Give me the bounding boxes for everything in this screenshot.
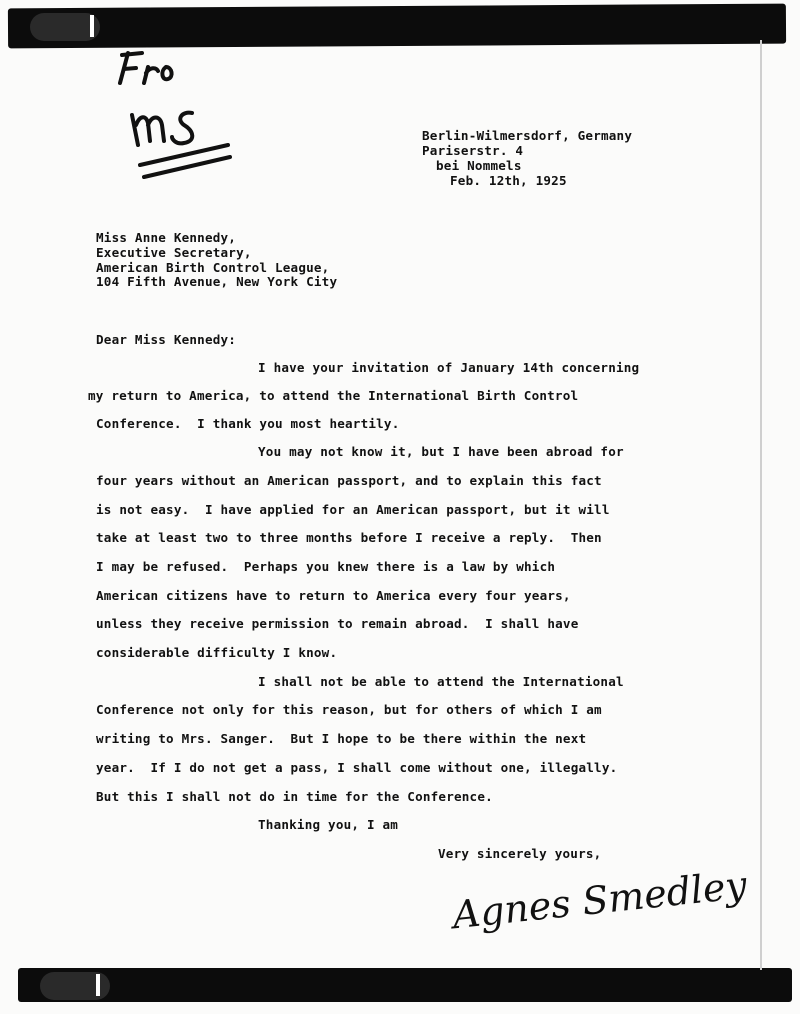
letter-date: Feb. 12th, 1925 (450, 173, 567, 188)
scan-border-top (8, 4, 786, 49)
handwritten-annotation (110, 45, 250, 195)
sender-address-line: Pariserstr. 4 (422, 143, 524, 158)
body-line: year. If I do not get a pass, I shall come without one, illegally. (96, 760, 618, 775)
scan-border-bottom (18, 968, 792, 1002)
body-line: I have your invitation of January 14th concerning (258, 360, 640, 375)
recipient-line: American Birth Control League, (96, 260, 330, 275)
recipient-line: Miss Anne Kennedy, (96, 230, 237, 245)
body-line: American citizens have to return to America every four years, (96, 588, 571, 603)
scan-mark-bottom (96, 974, 100, 996)
body-line: I may be refused. Perhaps you knew there is a law by which (96, 559, 556, 574)
body-line: my return to America, to attend the International Birth Control (88, 388, 579, 403)
closing-line: Thanking you, I am (258, 817, 399, 832)
body-line: Conference not only for this reason, but for others of which I am (96, 702, 602, 717)
body-line: unless they receive permission to remain abroad. I shall have (96, 616, 579, 631)
body-line: But this I shall not do in time for the Conference. (96, 789, 493, 804)
body-line: I shall not be able to attend the International (258, 674, 624, 689)
closing-line: Very sincerely yours, (438, 846, 602, 861)
body-line: considerable difficulty I know. (96, 645, 338, 660)
body-line: writing to Mrs. Sanger. But I hope to be there within the next (96, 731, 587, 746)
page-edge (760, 40, 762, 970)
sender-address-line: bei Nommels (436, 158, 522, 173)
body-line: take at least two to three months before I receive a reply. Then (96, 530, 602, 545)
signature: Agnes Smedley (450, 862, 749, 938)
sender-address-line: Berlin-Wilmersdorf, Germany (422, 128, 633, 143)
body-line: four years without an American passport, and to explain this fact (96, 473, 602, 488)
scan-mark-top (90, 15, 94, 37)
recipient-line: 104 Fifth Avenue, New York City (96, 274, 338, 289)
salutation: Dear Miss Kennedy: (96, 332, 237, 347)
recipient-line: Executive Secretary, (96, 245, 252, 260)
body-line: is not easy. I have applied for an American passport, but it will (96, 502, 610, 517)
body-line: Conference. I thank you most heartily. (96, 416, 400, 431)
body-line: You may not know it, but I have been abroad for (258, 444, 624, 459)
